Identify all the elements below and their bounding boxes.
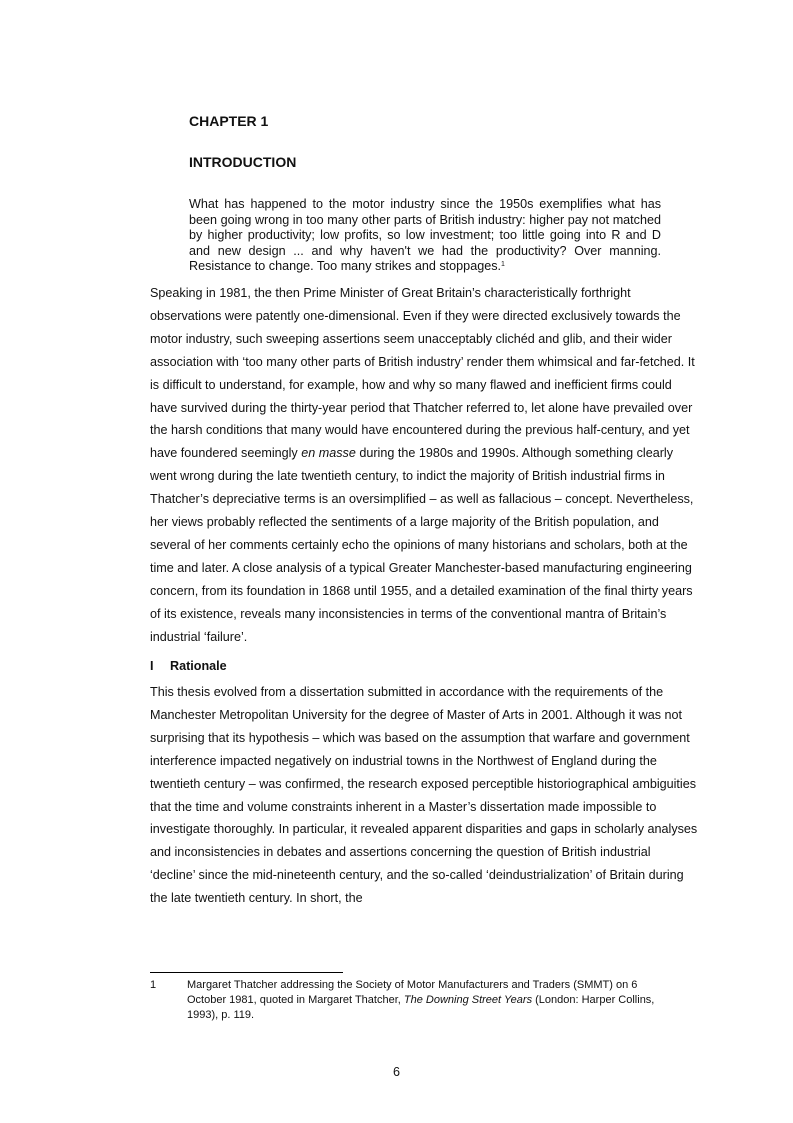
para1-italic: en masse (301, 446, 356, 461)
chapter-label: CHAPTER 1 (189, 113, 269, 129)
footnote-number: 1 (150, 979, 157, 991)
section-heading-rationale (150, 659, 227, 673)
footnote-text (187, 978, 667, 1023)
body-paragraph-1 (150, 282, 699, 649)
section-number: I (150, 659, 154, 673)
section-title: Rationale (170, 659, 227, 673)
page-number: 6 (392, 1065, 400, 1079)
chapter-title: INTRODUCTION (189, 154, 297, 170)
body-paragraph-2: This thesis evolved from a dissertation submitted in accordance with the requirements of the Manchester Metropolitan University for the degree of Master of Arts in 2001. Although it was not surprising that its hypothesis – which was based on the assumption that warfare and government interference impacted negatively on industrial towns in the Northwest of England during the twentieth century – was confirmed, the research exposed perceptible historiographical ambiguities that the time and volume constraints inherent in a Master’s dissertation made impossible to investigate thoroughly. In particular, it revealed apparent disparities and gaps in scholarly analyses and inconsistencies in debates and assertions concerning the question of British industrial ‘decline’ since the mid-nineteenth century, and the so-called ‘deindustrialization’ of Britain during the late twentieth century. In short, the (150, 685, 698, 906)
epigraph-quote (189, 197, 661, 275)
para1-text-a: Speaking in 1981, the then Prime Minister of Great Britain’s characteristically forthright observations were patently one-dimensional. Even if they were directed exclusively towards the motor industry, such sweeping assertions seem unacceptably clichéd and glib, and their wider association with ‘too many other parts of British industry’ render them whimsical and far-fetched. It is difficult to understand, for example, how and why so many flawed and inefficient firms could have survived during the thirty-year period that Thatcher referred to, let alone have prevailed over the harsh conditions that many would have encountered during the previous half-century, and yet have foundered seemingly (150, 286, 695, 461)
epigraph-text: What has happened to the motor industry since the 1950s exemplifies what has been going wrong in too many other parts of British industry: higher pay not matched by higher productivity; low profits, so low investment; too little going into R and D and new design ... and why haven't we had the productivity? Over manning. Resistance to change. Too many strikes and stoppages. (189, 197, 661, 274)
footnote-text-b: (London: Harper Collins, 1993), p. 119. (187, 994, 655, 1021)
footnote-divider (150, 972, 343, 973)
footnote-text-a: Margaret Thatcher addressing the Society of Motor Manufacturers and Traders (SMMT) on 6 October 1981, quoted in Margaret Thatcher, (187, 979, 638, 1006)
para1-text-b: during the 1980s and 1990s. Although something clearly went wrong during the late twentieth century, to indict the majority of British industrial firms in Thatcher’s depreciative terms is an oversimplified – as well as fallacious – concept. Nevertheless, her views probably reflected the sentiments of a large majority of the British population, and several of her comments certainly echo the opinions of many historians and scholars, both at the time and later. A close analysis of a typical Greater Manchester-based manufacturing engineering concern, from its foundation in 1868 until 1955, and a detailed examination of the final thirty years of its existence, reveals many inconsistencies in terms of the conventional mantra of Britain’s industrial ‘failure’. (150, 446, 694, 644)
footnote-italic: The Downing Street Years (403, 994, 533, 1006)
epigraph-footnote-ref[interactable]: 1 (501, 261, 505, 269)
